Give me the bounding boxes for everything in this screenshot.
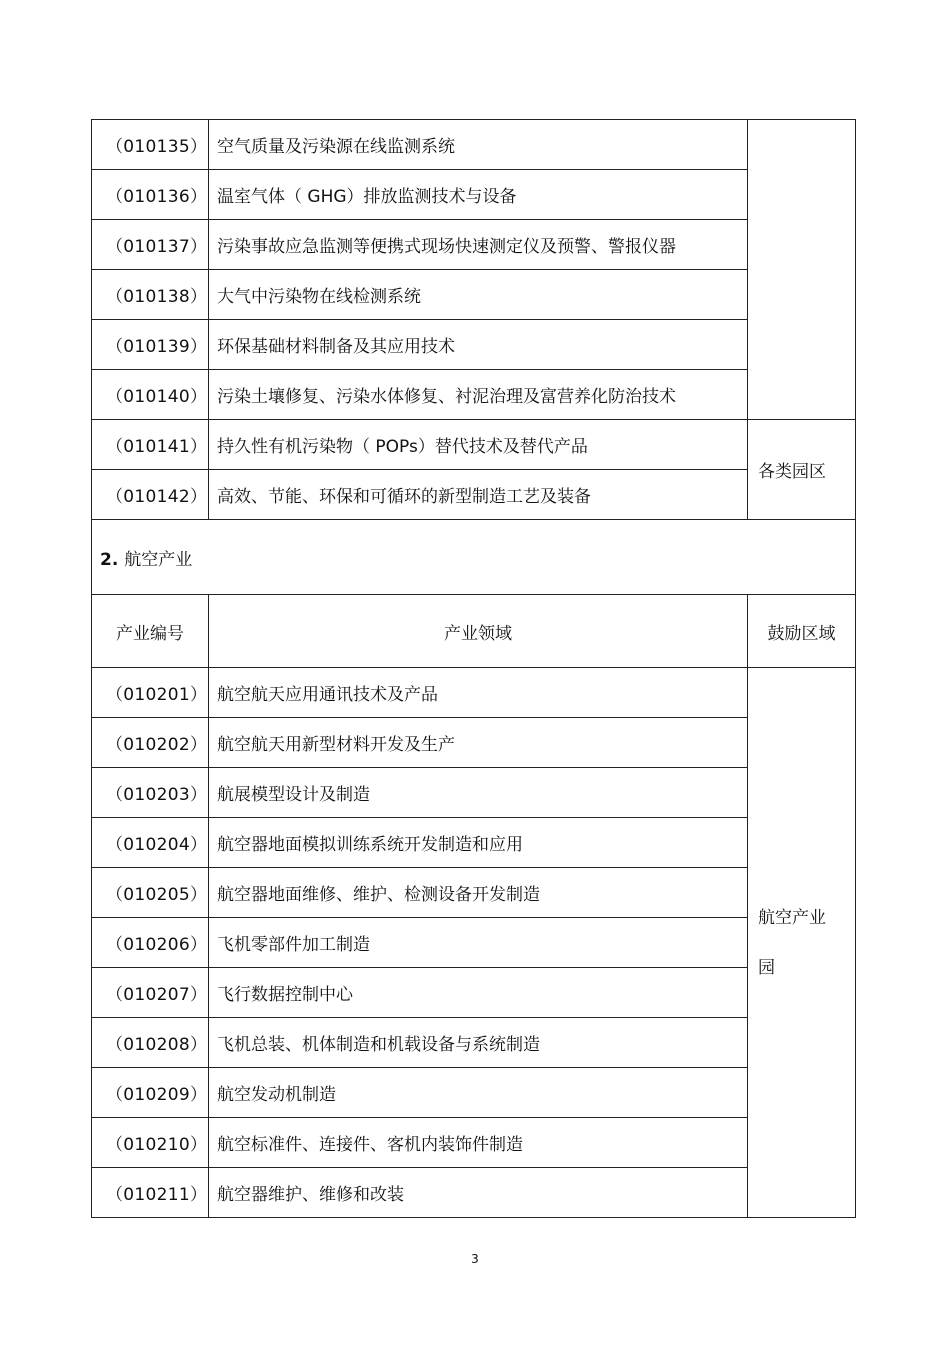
section-number: 2. — [100, 549, 119, 570]
table-row — [92, 270, 856, 320]
industry-code: （010205） — [92, 868, 209, 918]
table-row — [92, 718, 856, 768]
industry-field: 飞机零部件加工制造 — [209, 918, 748, 968]
table-row — [92, 120, 856, 170]
section-heading-row — [92, 520, 856, 595]
industry-code: （010207） — [92, 968, 209, 1018]
table-row — [92, 320, 856, 370]
industry-field: 航展模型设计及制造 — [209, 768, 748, 818]
header-region: 鼓励区域 — [748, 595, 856, 668]
region-line: 航空产业 — [758, 907, 826, 928]
table-row — [92, 1068, 856, 1118]
industry-field: 飞机总装、机体制造和机载设备与系统制造 — [209, 1018, 748, 1068]
table-row — [92, 868, 856, 918]
section-title: 航空产业 — [124, 549, 193, 570]
section-heading — [92, 520, 856, 595]
industry-code: （010201） — [92, 668, 209, 718]
industry-field: 持久性有机污染物（ POPs）替代技术及替代产品 — [209, 420, 748, 470]
table-row — [92, 470, 856, 520]
table-row — [92, 170, 856, 220]
industry-code: （010210） — [92, 1118, 209, 1168]
industry-code: （010209） — [92, 1068, 209, 1118]
encouraged-region — [748, 668, 856, 1218]
industry-code: （010137） — [92, 220, 209, 270]
industry-field: 航空器地面维修、维护、检测设备开发制造 — [209, 868, 748, 918]
table-row — [92, 220, 856, 270]
page-number: 3 — [471, 1252, 479, 1266]
industry-field: 航空器地面模拟训练系统开发制造和应用 — [209, 818, 748, 868]
industry-field: 飞行数据控制中心 — [209, 968, 748, 1018]
industry-field: 航空标准件、连接件、客机内装饰件制造 — [209, 1118, 748, 1168]
table-row — [92, 370, 856, 420]
industry-field: 污染土壤修复、污染水体修复、衬泥治理及富营养化防治技术 — [209, 370, 748, 420]
industry-code: （010142） — [92, 470, 209, 520]
industry-code: （010141） — [92, 420, 209, 470]
industry-field: 航空航天应用通讯技术及产品 — [209, 668, 748, 718]
industry-field: 环保基础材料制备及其应用技术 — [209, 320, 748, 370]
industry-field: 温室气体（ GHG）排放监测技术与设备 — [209, 170, 748, 220]
table-row — [92, 968, 856, 1018]
industry-field: 污染事故应急监测等便携式现场快速测定仪及预警、警报仪器 — [209, 220, 748, 270]
table-row — [92, 918, 856, 968]
industry-code: （010204） — [92, 818, 209, 868]
header-code: 产业编号 — [92, 595, 209, 668]
industry-code: （010208） — [92, 1018, 209, 1068]
encouraged-region: 各类园区 — [748, 420, 856, 520]
table-row — [92, 668, 856, 718]
table-row — [92, 420, 856, 470]
industry-table — [91, 119, 856, 1218]
industry-field: 航空器维护、维修和改装 — [209, 1168, 748, 1218]
region-line: 园 — [758, 957, 775, 978]
header-field: 产业领域 — [209, 595, 748, 668]
region-cell-empty — [748, 120, 856, 420]
industry-code: （010138） — [92, 270, 209, 320]
industry-code: （010135） — [92, 120, 209, 170]
industry-code: （010211） — [92, 1168, 209, 1218]
industry-code: （010203） — [92, 768, 209, 818]
industry-code: （010140） — [92, 370, 209, 420]
industry-field: 高效、节能、环保和可循环的新型制造工艺及装备 — [209, 470, 748, 520]
table-header-row — [92, 595, 856, 668]
table-row — [92, 1018, 856, 1068]
industry-code: （010139） — [92, 320, 209, 370]
table-row — [92, 1118, 856, 1168]
industry-code: （010206） — [92, 918, 209, 968]
industry-field: 空气质量及污染源在线监测系统 — [209, 120, 748, 170]
industry-code: （010136） — [92, 170, 209, 220]
industry-code: （010202） — [92, 718, 209, 768]
industry-field: 航空航天用新型材料开发及生产 — [209, 718, 748, 768]
table-row — [92, 1168, 856, 1218]
table-row — [92, 768, 856, 818]
table-row — [92, 818, 856, 868]
industry-field: 航空发动机制造 — [209, 1068, 748, 1118]
industry-field: 大气中污染物在线检测系统 — [209, 270, 748, 320]
